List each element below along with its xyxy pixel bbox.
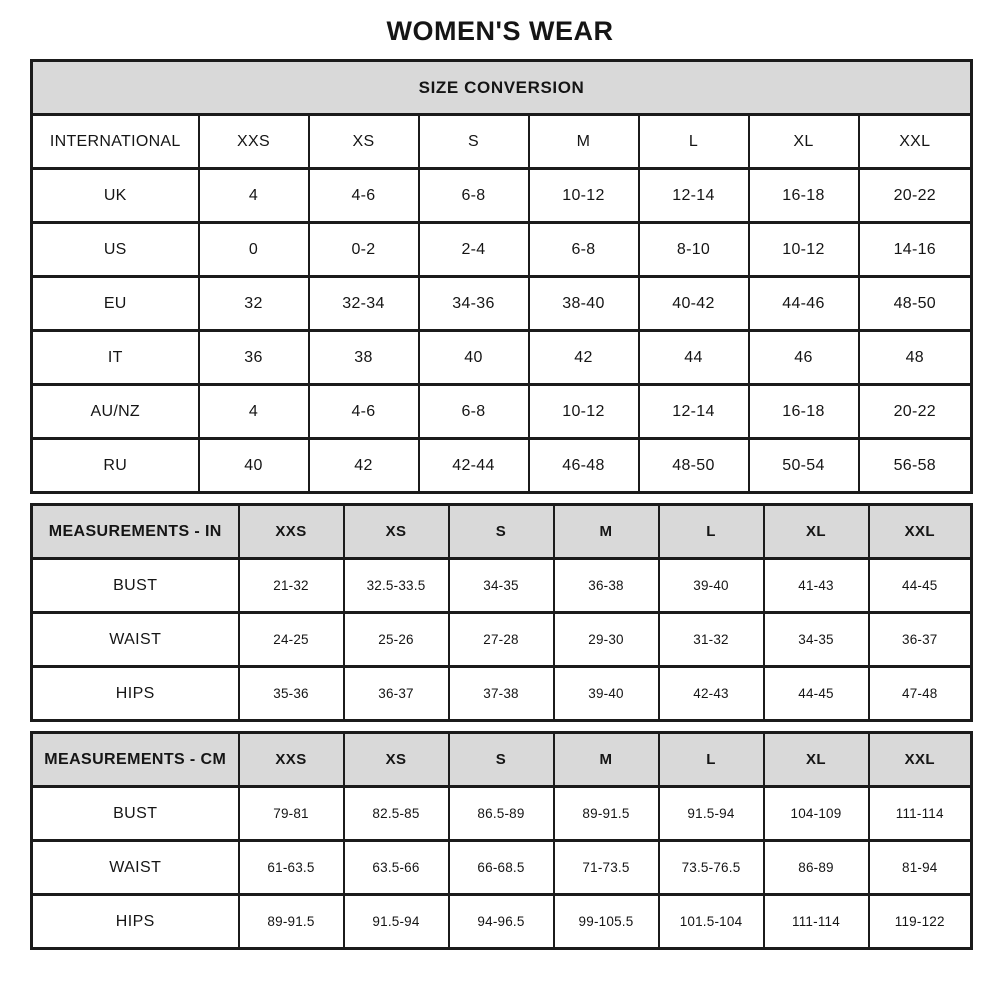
size-header-xxl: XXL (869, 505, 972, 559)
measurement-value: 111-114 (764, 895, 869, 949)
column-header-xs: XS (309, 115, 419, 169)
measurement-value: 47-48 (869, 667, 972, 721)
size-conversion-table (30, 59, 973, 494)
measurement-value: 89-91.5 (239, 895, 344, 949)
measurements-cm-header: MEASUREMENTS - CM (32, 733, 239, 787)
row-label-hips: HIPS (32, 895, 239, 949)
row-label-eu: EU (32, 277, 199, 331)
row-label-hips: HIPS (32, 667, 239, 721)
row-label-us: US (32, 223, 199, 277)
table-row (32, 223, 972, 277)
size-value: 4 (199, 169, 309, 223)
size-value: 2-4 (419, 223, 529, 277)
measurement-value: 119-122 (869, 895, 972, 949)
table-row (32, 841, 972, 895)
size-header-xs: XS (344, 505, 449, 559)
size-header-m: M (554, 505, 659, 559)
measurement-value: 61-63.5 (239, 841, 344, 895)
measurement-value: 36-37 (869, 613, 972, 667)
size-value: 32-34 (309, 277, 419, 331)
measurement-value: 39-40 (554, 667, 659, 721)
size-header-xxl: XXL (869, 733, 972, 787)
size-header-xs: XS (344, 733, 449, 787)
measurement-value: 81-94 (869, 841, 972, 895)
measurement-value: 86.5-89 (449, 787, 554, 841)
size-value: 50-54 (749, 439, 859, 493)
size-header-s: S (449, 505, 554, 559)
size-value: 48 (859, 331, 972, 385)
measurements-in-header: MEASUREMENTS - IN (32, 505, 239, 559)
measurement-value: 89-91.5 (554, 787, 659, 841)
size-chart-page (0, 16, 1000, 950)
measurement-value: 63.5-66 (344, 841, 449, 895)
measurement-value: 94-96.5 (449, 895, 554, 949)
column-header-xxs: XXS (199, 115, 309, 169)
measurement-value: 66-68.5 (449, 841, 554, 895)
table-row (32, 667, 972, 721)
measurement-value: 36-38 (554, 559, 659, 613)
column-header-xl: XL (749, 115, 859, 169)
size-value: 10-12 (529, 169, 639, 223)
row-label-waist: WAIST (32, 613, 239, 667)
size-value: 6-8 (419, 169, 529, 223)
column-header-m: M (529, 115, 639, 169)
size-conversion-header: SIZE CONVERSION (32, 61, 972, 115)
measurement-value: 44-45 (869, 559, 972, 613)
size-value: 44 (639, 331, 749, 385)
measurement-value: 37-38 (449, 667, 554, 721)
size-value: 46 (749, 331, 859, 385)
size-value: 40 (419, 331, 529, 385)
table-row (32, 169, 972, 223)
measurement-value: 36-37 (344, 667, 449, 721)
row-label-bust: BUST (32, 559, 239, 613)
measurement-value: 41-43 (764, 559, 869, 613)
size-value: 6-8 (419, 385, 529, 439)
table-row (32, 439, 972, 493)
size-value: 36 (199, 331, 309, 385)
size-value: 16-18 (749, 169, 859, 223)
table-row (32, 385, 972, 439)
size-header-xxs: XXS (239, 733, 344, 787)
measurement-value: 32.5-33.5 (344, 559, 449, 613)
row-label-ru: RU (32, 439, 199, 493)
measurement-value: 39-40 (659, 559, 764, 613)
size-value: 14-16 (859, 223, 972, 277)
row-label-it: IT (32, 331, 199, 385)
measurement-value: 104-109 (764, 787, 869, 841)
size-value: 44-46 (749, 277, 859, 331)
size-header-xl: XL (764, 733, 869, 787)
size-value: 12-14 (639, 169, 749, 223)
measurement-value: 73.5-76.5 (659, 841, 764, 895)
measurements-in-table (30, 503, 973, 722)
measurement-value: 34-35 (449, 559, 554, 613)
size-header-l: L (659, 733, 764, 787)
column-header-international: INTERNATIONAL (32, 115, 199, 169)
size-value: 34-36 (419, 277, 529, 331)
size-value: 12-14 (639, 385, 749, 439)
measurement-value: 111-114 (869, 787, 972, 841)
size-value: 16-18 (749, 385, 859, 439)
column-header-l: L (639, 115, 749, 169)
size-value: 40 (199, 439, 309, 493)
measurement-value: 79-81 (239, 787, 344, 841)
measurement-value: 21-32 (239, 559, 344, 613)
size-value: 56-58 (859, 439, 972, 493)
size-value: 32 (199, 277, 309, 331)
size-header-xxs: XXS (239, 505, 344, 559)
size-value: 8-10 (639, 223, 749, 277)
size-value: 10-12 (749, 223, 859, 277)
row-label-aunz: AU/NZ (32, 385, 199, 439)
measurement-value: 27-28 (449, 613, 554, 667)
table-row (32, 61, 972, 115)
size-value: 42 (529, 331, 639, 385)
size-value: 20-22 (859, 385, 972, 439)
table-row (32, 733, 972, 787)
size-value: 0 (199, 223, 309, 277)
size-value: 46-48 (529, 439, 639, 493)
size-value: 40-42 (639, 277, 749, 331)
table-row (32, 895, 972, 949)
column-header-xxl: XXL (859, 115, 972, 169)
measurement-value: 24-25 (239, 613, 344, 667)
measurement-value: 71-73.5 (554, 841, 659, 895)
size-header-xl: XL (764, 505, 869, 559)
size-value: 10-12 (529, 385, 639, 439)
measurement-value: 99-105.5 (554, 895, 659, 949)
measurement-value: 91.5-94 (659, 787, 764, 841)
measurement-value: 91.5-94 (344, 895, 449, 949)
column-header-s: S (419, 115, 529, 169)
measurement-value: 101.5-104 (659, 895, 764, 949)
size-value: 42 (309, 439, 419, 493)
row-label-bust: BUST (32, 787, 239, 841)
size-value: 6-8 (529, 223, 639, 277)
measurement-value: 34-35 (764, 613, 869, 667)
table-row (32, 505, 972, 559)
table-row (32, 277, 972, 331)
measurement-value: 35-36 (239, 667, 344, 721)
table-row (32, 787, 972, 841)
row-label-waist: WAIST (32, 841, 239, 895)
size-value: 42-44 (419, 439, 529, 493)
measurement-value: 31-32 (659, 613, 764, 667)
size-value: 38-40 (529, 277, 639, 331)
measurement-value: 44-45 (764, 667, 869, 721)
table-row (32, 331, 972, 385)
size-value: 48-50 (639, 439, 749, 493)
table-row (32, 115, 972, 169)
measurements-cm-table (30, 731, 973, 950)
size-value: 20-22 (859, 169, 972, 223)
size-value: 0-2 (309, 223, 419, 277)
measurement-value: 86-89 (764, 841, 869, 895)
page-title: WOMEN'S WEAR (386, 16, 614, 46)
table-row (32, 613, 972, 667)
size-value: 4 (199, 385, 309, 439)
measurement-value: 29-30 (554, 613, 659, 667)
size-value: 38 (309, 331, 419, 385)
size-value: 4-6 (309, 385, 419, 439)
measurement-value: 42-43 (659, 667, 764, 721)
size-value: 48-50 (859, 277, 972, 331)
size-header-l: L (659, 505, 764, 559)
size-header-s: S (449, 733, 554, 787)
size-value: 4-6 (309, 169, 419, 223)
measurement-value: 25-26 (344, 613, 449, 667)
size-header-m: M (554, 733, 659, 787)
table-row (32, 559, 972, 613)
measurement-value: 82.5-85 (344, 787, 449, 841)
row-label-uk: UK (32, 169, 199, 223)
